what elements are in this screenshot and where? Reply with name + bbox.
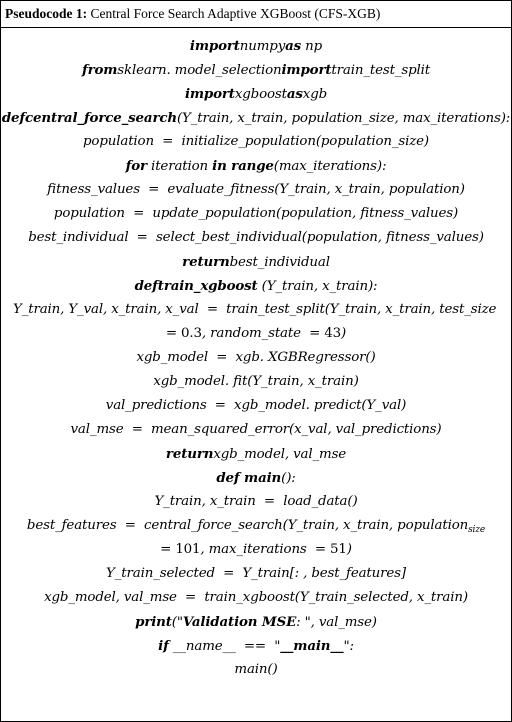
code-line-train-test-split: Y_train, Y_val, x_train, x_val = train_test_split(Y_train, x_train, test_size — [13, 302, 497, 317]
code-line-val-mse: val_mse = mean_squared_error(x_val, val_predictions) — [70, 422, 442, 437]
code-line-def-main: def main(): — [216, 470, 296, 486]
code-line-update-population: population = update_population(population, fitness_values) — [53, 206, 459, 221]
code-line-init-population: population = initialize_population(population_size) — [83, 134, 429, 149]
code-line-best-individual: best_individual = select_best_individual(population, fitness_values) — [28, 230, 484, 245]
code-line-train-xgboost-call: xgb_model, val_mse = train_xgboost(Y_train_selected, x_train) — [44, 590, 468, 605]
pseudocode-number: Pseudocode 1: — [5, 6, 88, 21]
code-line-if-main: if __name__ == "__main__": — [158, 638, 354, 654]
code-line-fitness: fitness_values = evaluate_fitness(Y_train, x_train, population) — [47, 182, 465, 197]
code-line-for-loop: for iteration in range(max_iterations): — [125, 158, 387, 174]
code-line-val-predictions: val_predictions = xgb_model. predict(Y_val) — [105, 398, 407, 413]
code-line-def-train-xgboost: deftrain_xgboost (Y_train, x_train): — [134, 278, 378, 294]
code-line-xgb-model: xgb_model = xgb. XGBRegressor() — [136, 350, 376, 365]
code-line-print: print("Validation MSE: ", val_mse) — [135, 614, 377, 630]
code-line-cfs-args: = 101, max_iterations = 51) — [160, 542, 352, 557]
code-line-import-numpy: importnumpyas np — [189, 38, 323, 54]
code-line-xgb-fit: xgb_model. fit(Y_train, x_train) — [153, 374, 359, 389]
code-line-train-selected: Y_train_selected = Y_train[: , best_features] — [106, 566, 406, 581]
code-line-import-sklearn: fromsklearn. model_selectionimporttrain_test_split — [81, 62, 431, 78]
code-line-import-xgboost: importxgboostasxgb — [184, 86, 328, 102]
code-line-split-args: = 0.3, random_state = 43) — [165, 326, 347, 341]
code-line-load-data: Y_train, x_train = load_data() — [154, 494, 358, 509]
code-line-def-cfs: defcentral_force_search(Y_train, x_train, population_size, max_iterations): — [1, 110, 511, 126]
code-line-best-features: best_features = central_force_search(Y_train, x_train, population$_{size}$ — [26, 518, 486, 535]
code-line-return-best: returnbest_individual — [182, 254, 330, 270]
pseudocode-header — [1, 1, 511, 28]
code-line-call-main: main() — [234, 662, 278, 677]
code-line-return-model: returnxgb_model, val_mse — [165, 446, 347, 462]
pseudocode-title: Central Force Search Adaptive XGBoost (CFS-XGB) — [90, 6, 381, 21]
